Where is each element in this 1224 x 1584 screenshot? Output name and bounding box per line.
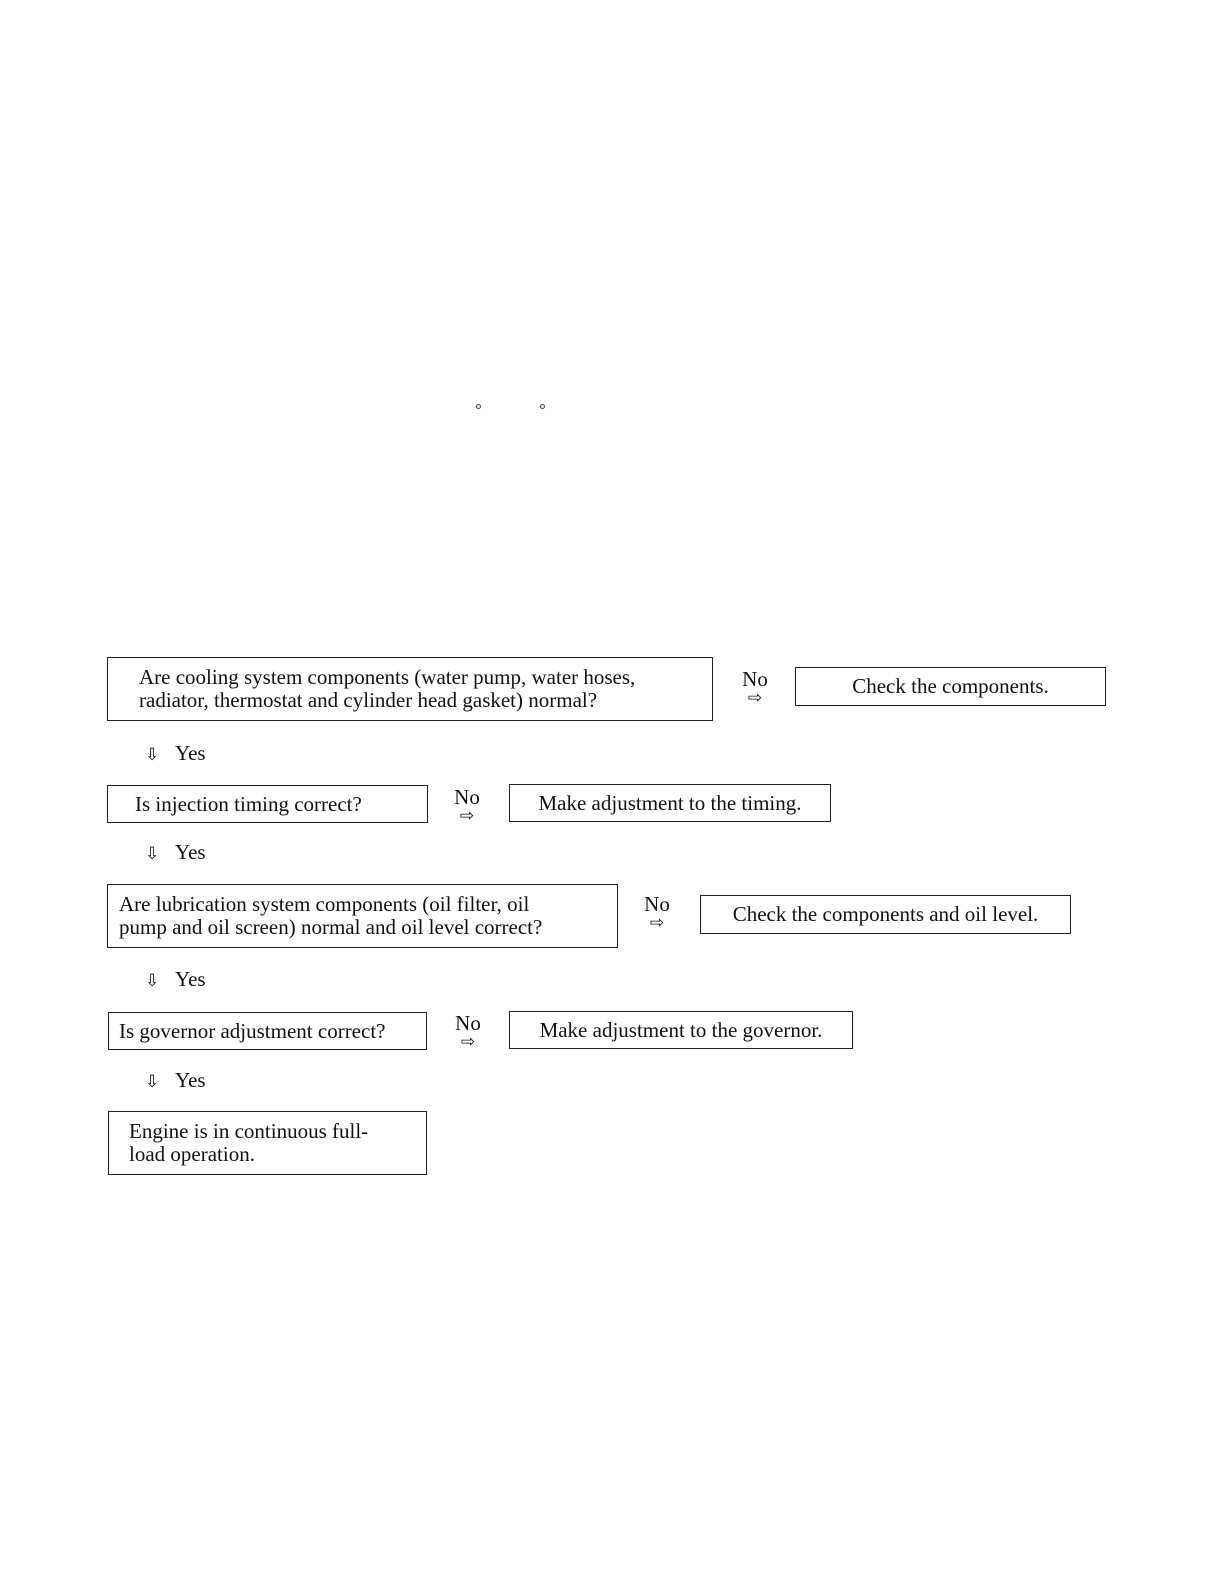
question-lubrication-line1: Are lubrication system components (oil filter, oil	[119, 892, 530, 916]
down-arrow-icon: ⇩	[145, 844, 160, 864]
no-branch-cooling	[735, 669, 775, 707]
down-arrow-icon: ⇩	[145, 1072, 160, 1092]
question-injection-timing: Is injection timing correct?	[107, 785, 428, 823]
yes-label: Yes	[175, 840, 206, 864]
right-arrow-icon: ⇨	[460, 1032, 476, 1052]
yes-branch-cooling	[145, 741, 206, 767]
question-lubrication-system	[107, 884, 618, 948]
yes-branch-injection	[145, 840, 206, 866]
yes-branch-governor	[145, 1068, 206, 1094]
question-cooling-line1: Are cooling system components (water pump, water hoses,	[139, 665, 636, 689]
no-label: No	[644, 892, 670, 916]
result-line1: Engine is in continuous full-	[129, 1119, 369, 1143]
yes-label: Yes	[175, 1068, 206, 1092]
right-arrow-icon: ⇨	[459, 806, 475, 826]
stray-dot-right	[540, 404, 545, 409]
action-check-components: Check the components.	[795, 667, 1106, 706]
no-branch-injection	[447, 787, 487, 825]
yes-label: Yes	[175, 967, 206, 991]
no-label: No	[454, 785, 480, 809]
right-arrow-icon: ⇨	[649, 913, 665, 933]
down-arrow-icon: ⇩	[145, 745, 160, 765]
action-adjust-governor: Make adjustment to the governor.	[509, 1011, 853, 1049]
action-check-oil-level: Check the components and oil level.	[700, 895, 1071, 934]
no-label: No	[742, 667, 768, 691]
question-cooling-system	[107, 657, 713, 721]
result-full-load-operation	[108, 1111, 427, 1175]
down-arrow-icon: ⇩	[145, 971, 160, 991]
question-lubrication-line2: pump and oil screen) normal and oil level correct?	[119, 915, 543, 939]
yes-branch-lubrication	[145, 967, 206, 993]
no-branch-governor	[448, 1013, 488, 1051]
action-adjust-timing: Make adjustment to the timing.	[509, 784, 831, 822]
question-cooling-line2: radiator, thermostat and cylinder head gasket) normal?	[139, 688, 598, 712]
no-branch-lubrication	[637, 894, 677, 932]
result-line2: load operation.	[129, 1142, 255, 1166]
right-arrow-icon: ⇨	[747, 688, 763, 708]
yes-label: Yes	[175, 741, 206, 765]
question-governor-adjustment: Is governor adjustment correct?	[108, 1012, 427, 1050]
stray-dot-left	[476, 404, 481, 409]
no-label: No	[455, 1011, 481, 1035]
